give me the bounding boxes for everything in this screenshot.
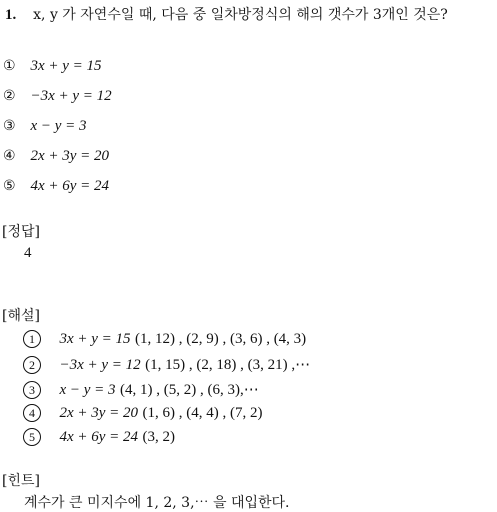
explanation-marker: 2 xyxy=(23,356,41,374)
explanation-solutions: (3, 2) xyxy=(142,429,175,445)
explanation-marker: 4 xyxy=(23,404,41,422)
explanation-equation: −3x + y = 12 xyxy=(59,357,141,373)
explanation-item-1 xyxy=(23,330,306,348)
option-marker: ⑤ xyxy=(3,178,16,194)
question-number: 1. xyxy=(5,7,17,23)
explanation-equation: 4x + 6y = 24 xyxy=(59,429,139,445)
option-3 xyxy=(3,118,87,135)
option-marker: ② xyxy=(3,88,16,104)
option-equation: −3x + y = 12 xyxy=(30,88,112,104)
hint-label: [힌트] xyxy=(2,473,40,489)
option-marker: ④ xyxy=(3,148,16,164)
explanation-marker: 3 xyxy=(23,381,41,399)
explanation-solutions: (1, 12) , (2, 9) , (3, 6) , (4, 3) xyxy=(134,331,307,347)
question-line xyxy=(5,4,448,24)
explanation-equation: x − y = 3 xyxy=(59,382,116,398)
option-equation: 3x + y = 15 xyxy=(30,58,102,74)
option-4 xyxy=(3,148,109,165)
explanation-equation: 3x + y = 15 xyxy=(59,331,131,347)
explanation-item-4 xyxy=(23,404,262,422)
explanation-equation: 2x + 3y = 20 xyxy=(59,405,139,421)
hint-text: 계수가 큰 미지수에 1, 2, 3,⋯ 을 대입한다. xyxy=(24,495,290,511)
explanation-item-3 xyxy=(23,380,259,399)
option-equation: x − y = 3 xyxy=(30,118,87,134)
explanation-marker: 1 xyxy=(23,330,41,348)
option-marker: ③ xyxy=(3,118,16,134)
option-1 xyxy=(3,58,102,75)
option-equation: 2x + 3y = 20 xyxy=(30,148,110,164)
answer-value: 4 xyxy=(24,245,32,261)
explanation-item-5 xyxy=(23,428,175,446)
explanation-label: [해설] xyxy=(2,308,40,324)
option-5 xyxy=(3,178,109,195)
option-equation: 4x + 6y = 24 xyxy=(30,178,110,194)
answer-label: [정답] xyxy=(2,224,40,240)
explanation-solutions: (1, 15) , (2, 18) , (3, 21) ,⋯ xyxy=(145,357,311,373)
option-marker: ① xyxy=(3,58,16,74)
explanation-marker: 5 xyxy=(23,428,41,446)
option-2 xyxy=(3,88,112,105)
explanation-solutions: (1, 6) , (4, 4) , (7, 2) xyxy=(142,405,263,421)
question-text: x, y 가 자연수일 때, 다음 중 일차방정식의 해의 갯수가 3개인 것은? xyxy=(33,7,448,23)
explanation-item-2 xyxy=(23,355,310,374)
explanation-solutions: (4, 1) , (5, 2) , (6, 3),⋯ xyxy=(119,382,259,398)
